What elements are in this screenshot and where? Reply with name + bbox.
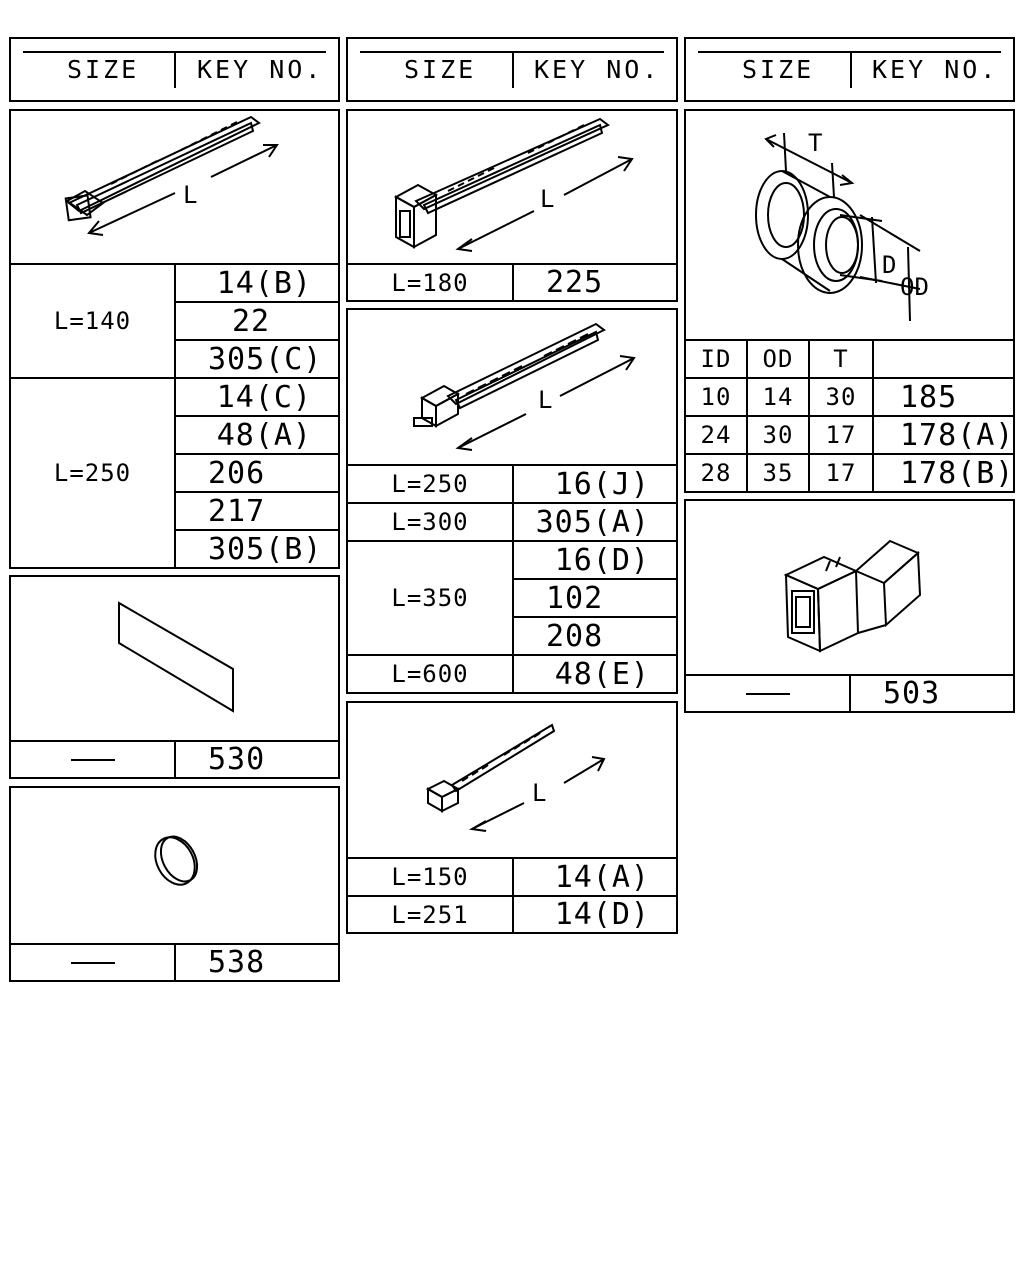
key-value: 503	[883, 676, 941, 711]
length-dim-label: L	[538, 386, 553, 414]
size-cell	[346, 857, 514, 897]
push-mount-cable-tie-drawing	[9, 109, 340, 265]
push-mount-cable-tie-icon	[11, 111, 342, 267]
size-cell	[346, 464, 514, 504]
outer-diameter-dim-label: OD	[900, 273, 929, 301]
size-value: L=350	[391, 584, 469, 612]
grommet-t-cell: 30	[808, 377, 874, 417]
size-value: L=251	[391, 900, 469, 929]
tape-icon	[11, 577, 342, 744]
small-cable-tie-drawing	[346, 701, 678, 859]
standard-cable-tie-drawing	[346, 308, 678, 466]
size-cell	[9, 377, 176, 569]
key-cell	[174, 453, 340, 493]
key-value: 14(A)	[554, 859, 650, 895]
grommet-od-cell: 14	[746, 377, 810, 417]
key-cell	[174, 301, 340, 341]
key-value: 538	[208, 945, 266, 980]
grommet-od-cell: 35	[746, 453, 810, 493]
length-dim-label: L	[532, 779, 547, 807]
key-cell	[512, 464, 678, 504]
mount-block-cable-tie-drawing	[346, 109, 678, 265]
grommet-id-cell: 24	[684, 415, 748, 455]
size-cell	[346, 654, 514, 694]
connector-drawing	[684, 499, 1015, 676]
key-cell	[512, 654, 678, 694]
size-cell	[684, 674, 851, 713]
key-cell	[872, 377, 1015, 417]
size-cell	[346, 895, 514, 934]
key-value: 102	[546, 580, 604, 616]
size-cell	[346, 502, 514, 542]
key-value: 208	[546, 618, 604, 654]
length-dim-label: L	[540, 185, 555, 213]
grommet-t-cell: 17	[808, 415, 874, 455]
grommet-drawing	[684, 109, 1015, 341]
grommet-col-header: OD	[746, 339, 810, 379]
key-cell	[512, 540, 678, 580]
key-cell	[174, 491, 340, 531]
grommet-col-header: T	[808, 339, 874, 379]
key-value: 305(C)	[208, 341, 323, 377]
key-cell	[512, 616, 678, 656]
key-value: 22	[232, 303, 271, 339]
grommet-id-cell: 28	[684, 453, 748, 493]
key-value: 305(A)	[535, 504, 650, 540]
size-cell	[9, 740, 176, 779]
size-cell	[9, 263, 176, 379]
length-dim-label: L	[183, 181, 198, 209]
key-value: 225	[546, 265, 604, 300]
size-value: L=250	[53, 459, 132, 487]
size-value: L=250	[391, 470, 469, 498]
key-cell	[849, 674, 1015, 713]
key-cell	[174, 339, 340, 379]
size-value: L=180	[391, 268, 469, 297]
size-cell	[9, 943, 176, 982]
grommet-od-cell: 30	[746, 415, 810, 455]
key-cell	[512, 578, 678, 618]
key-value: 185	[900, 379, 958, 415]
size-value: L=300	[391, 508, 469, 536]
grommet-t-cell: 17	[808, 453, 874, 493]
plug-icon	[11, 788, 342, 947]
grommet-id-cell: 10	[684, 377, 748, 417]
key-value: 48(E)	[554, 656, 650, 692]
grommet-col-header: ID	[684, 339, 748, 379]
inner-diameter-dim-label: D	[882, 251, 897, 279]
key-value: 14(B)	[216, 265, 312, 301]
key-value: 305(B)	[208, 531, 323, 567]
size-value: L=150	[391, 863, 469, 891]
key-no-header: KEY NO.	[534, 55, 661, 84]
size-header: SIZE	[67, 55, 140, 84]
key-cell	[174, 377, 340, 417]
mount-block-cable-tie-icon	[348, 111, 680, 267]
key-no-header: KEY NO.	[872, 55, 999, 84]
size-value: L=600	[391, 660, 469, 688]
key-value: 14(C)	[216, 379, 312, 415]
size-cell	[346, 540, 514, 656]
key-value: 206	[208, 455, 266, 491]
key-value: 530	[208, 742, 266, 777]
header-col2	[346, 37, 678, 102]
thickness-dim-label: T	[808, 129, 823, 157]
key-cell	[512, 502, 678, 542]
size-value: L=140	[53, 307, 132, 335]
key-value: 217	[208, 493, 266, 529]
key-cell	[512, 857, 678, 897]
key-cell	[872, 415, 1015, 455]
key-value: 14(D)	[554, 897, 650, 932]
key-value: 16(J)	[554, 466, 650, 502]
size-header: SIZE	[404, 55, 477, 84]
key-value: 178(A)	[900, 417, 1015, 453]
key-cell	[174, 943, 340, 982]
no-size-dash	[71, 759, 115, 761]
key-cell	[872, 453, 1015, 493]
no-size-dash	[71, 962, 115, 964]
small-cable-tie-icon	[348, 703, 680, 861]
key-cell	[512, 895, 678, 934]
key-value: 48(A)	[216, 417, 312, 453]
grommet-col-header	[872, 339, 1015, 379]
plug-drawing	[9, 786, 340, 945]
key-value: 16(D)	[554, 542, 650, 578]
key-no-header: KEY NO.	[197, 55, 324, 84]
no-size-dash	[746, 693, 790, 695]
key-cell	[174, 740, 340, 779]
standard-cable-tie-icon	[348, 310, 680, 468]
size-cell	[346, 263, 514, 302]
grommet-icon	[686, 111, 1017, 343]
key-value: 178(B)	[900, 455, 1015, 491]
size-header: SIZE	[742, 55, 815, 84]
key-cell	[174, 263, 340, 303]
tape-drawing	[9, 575, 340, 742]
header-col3	[684, 37, 1015, 102]
key-cell	[174, 529, 340, 569]
header-col1	[9, 37, 340, 102]
connector-icon	[686, 501, 1017, 678]
key-cell	[174, 415, 340, 455]
key-cell	[512, 263, 678, 302]
